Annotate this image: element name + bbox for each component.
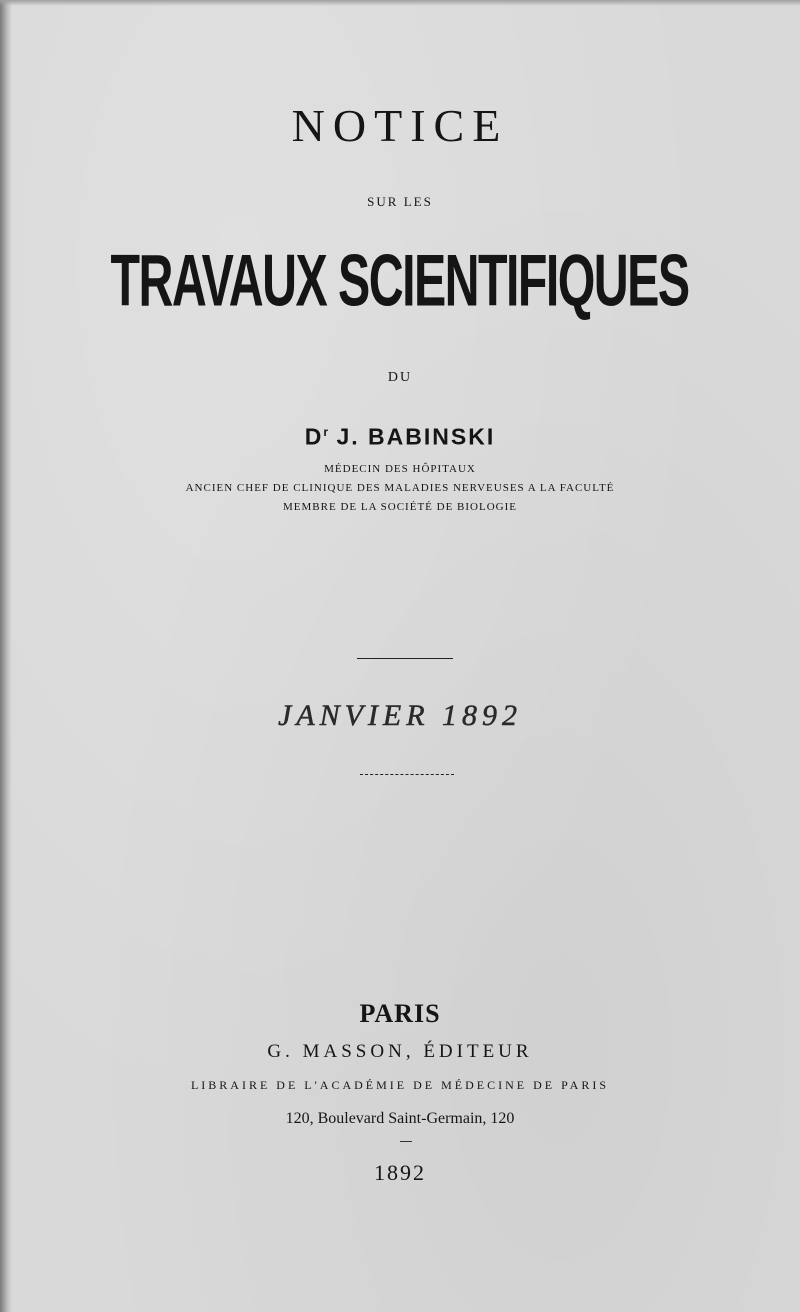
connector-text: SUR LES	[367, 194, 433, 209]
imprint-address: 120, Boulevard Saint-Germain, 120	[285, 1110, 515, 1127]
imprint-library: LIBRAIRE DE L'ACADÉMIE DE MÉDECINE DE PARIS	[190, 1078, 610, 1092]
author-line	[0, 416, 800, 453]
small-divider	[400, 1141, 412, 1142]
author-prefix-superscript: r	[323, 425, 329, 439]
main-title-text: TRAVAUX SCIENTIFIQUES	[110, 240, 690, 323]
credential-line: ANCIEN CHEF DE CLINIQUE DES MALADIES NERVEUSES A LA FACULTÉ	[185, 482, 615, 494]
by-text: DU	[387, 370, 413, 385]
imprint-publisher: G. MASSON, ÉDITEUR	[267, 1041, 533, 1062]
main-title	[0, 236, 800, 328]
author-prefix: D	[304, 423, 324, 450]
author-name: J. BABINSKI	[336, 423, 496, 450]
imprint-city: PARIS	[359, 999, 441, 1028]
publication-date: JANVIER 1892	[277, 699, 523, 732]
notice-heading: NOTICE	[291, 100, 509, 151]
divider-rule	[360, 774, 454, 775]
imprint-year: 1892	[374, 1160, 426, 1185]
credential-line: MÉDECIN DES HÔPITAUX	[324, 463, 476, 475]
credential-line: MEMBRE DE LA SOCIÉTÉ DE BIOLOGIE	[283, 501, 517, 513]
page-top-shadow	[0, 0, 800, 6]
divider-rule	[357, 658, 453, 659]
